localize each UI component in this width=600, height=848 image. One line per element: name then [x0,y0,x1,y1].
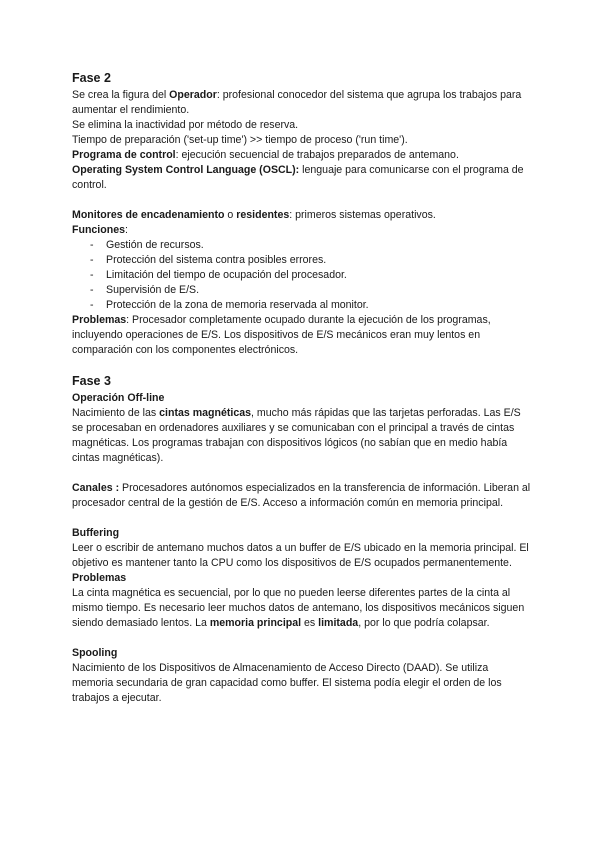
text: : primeros sistemas operativos. [289,209,436,221]
text: : profesional conocedor del sistema que agrupa los trabajos para aumentar el rendimiento. [72,89,522,116]
text: : Procesador completamente ocupado durante la ejecución de los programas, incluyendo operaciones de E/S. Los dispositivos de E/S mecánicos eran muy lentos en comparación con los componentes electrónicos. [72,314,491,356]
bold-term: Problemas [72,314,127,326]
text: o [224,209,237,221]
text: : [124,224,128,236]
buffering-heading: Buffering [72,527,120,539]
list-item: - Supervisión de E/S. [72,283,532,298]
list-item: - Limitación del tiempo de ocupación del procesador. [72,268,532,283]
bold-term: Funciones [72,224,125,236]
list-item: - Gestión de recursos. [72,238,532,253]
text: La cinta magnética es secuencial, por lo que no pueden leerse diferentes partes de la cinta al mismo tiempo. Es necesario leer muchos datos de antemano, los dispositivos mecánicos siguen siendo demasiado lentos. La [72,587,525,629]
reserva-paragraph: Se elimina la inactividad por método de reserva. [72,119,299,131]
problemas-paragraph [72,313,532,358]
monitores-paragraph [72,208,532,223]
text: : ejecución secuencial de trabajos preparados de antemano. [175,149,459,161]
tiempo-paragraph: Tiempo de preparación ('set-up time') >> tiempo de proceso ('run time'). [72,134,408,146]
operador-paragraph [72,88,532,118]
bold-term: Canales : [72,482,120,494]
problemas-heading: Problemas [72,572,127,584]
text: lenguaje para comunicarse con el programa de control. [72,164,524,191]
offline-heading: Operación Off-line [72,392,165,404]
text: es [301,617,319,629]
bold-term: Monitores de encadenamiento [72,209,225,221]
offline-paragraph [72,406,532,466]
bold-term: Operador [169,89,217,101]
text: Nacimiento de las [72,407,160,419]
oscl-paragraph [72,163,532,193]
programa-control-paragraph [72,148,532,163]
problemas-fase3-paragraph [72,586,532,631]
text: , mucho más rápidas que las tarjetas perforadas. Las E/S se procesaban en ordenadores auxiliares y se comunicaban con el principal a través de cintas magnéticas. Los programas trabajan con dispositivos lógicos (no sabían que en medio había cintas magnéticas). [72,407,521,464]
funciones-list [72,238,532,313]
text: Procesadores autónomos especializados en la transferencia de información. Liberan al procesador central de la gestión de E/S. Acceso a información común en memoria principal. [72,482,531,509]
text: Se crea la figura del [72,89,170,101]
buffering-paragraph: Leer o escribir de antemano muchos datos a un buffer de E/S ubicado en la memoria principal. El objetivo es mantener tanto la CPU como los dispositivos de E/S ocupados permanentemente. [72,542,529,569]
bold-term: Programa de control [72,149,176,161]
fase3-heading: Fase 3 [72,374,111,388]
bold-term: limitada [318,617,359,629]
canales-paragraph [72,481,532,511]
bold-term: Operating System Control Language (OSCL): [72,164,300,176]
list-item: - Protección del sistema contra posibles errores. [72,253,532,268]
spooling-heading: Spooling [72,647,118,659]
text: , por lo que podría colapsar. [358,617,490,629]
document-page [72,70,532,706]
funciones-label [72,223,532,238]
spooling-paragraph: Nacimiento de los Dispositivos de Almacenamiento de Acceso Directo (DAAD). Se utiliza memoria secundaria de gran capacidad como buffer. El sistema podía elegir el orden de los trabajos a ejecutar. [72,662,502,704]
list-item: - Protección de la zona de memoria reservada al monitor. [72,298,532,313]
bold-term: memoria principal [209,617,302,629]
bold-term: cintas magnéticas [159,407,252,419]
fase2-heading: Fase 2 [72,71,111,85]
bold-term: residentes [236,209,290,221]
